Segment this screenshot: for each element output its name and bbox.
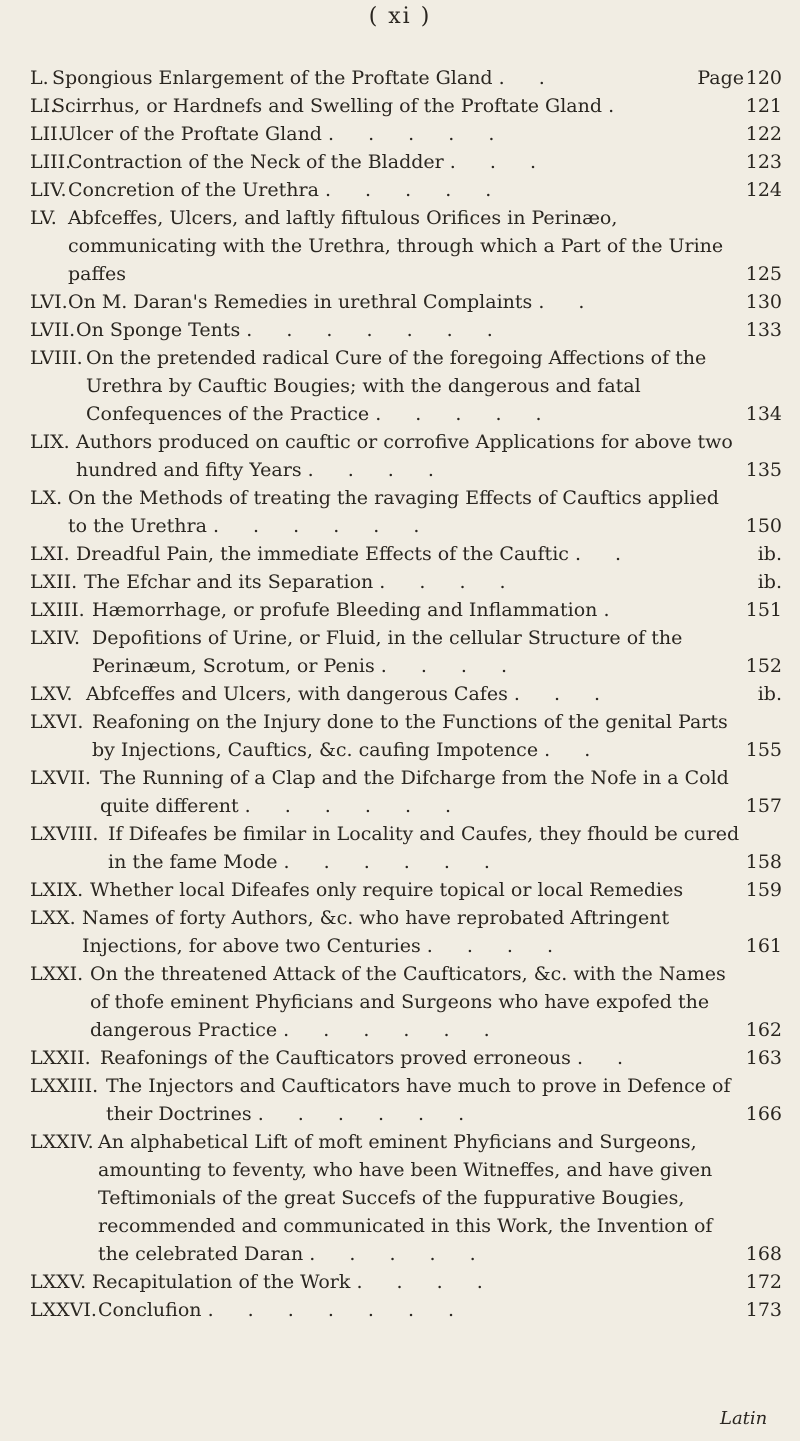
leader-dots: . .: [576, 1047, 638, 1069]
entry-number: LX.: [30, 487, 63, 509]
toc-entry: [30, 428, 782, 484]
toc-entry: [30, 120, 782, 148]
entry-title: On Sponge Tents: [76, 319, 241, 341]
leader-dots: . . . . . .: [212, 515, 434, 537]
toc-entry: [30, 764, 782, 820]
entry-page: 135: [745, 459, 782, 481]
leader-dots: . . . .: [380, 655, 522, 677]
leader-dots: . . . . . .: [257, 1103, 479, 1125]
toc-entry: [30, 960, 782, 1044]
entry-number: LXVIII.: [30, 823, 99, 845]
leader-dots: . . . .: [307, 459, 448, 481]
entry-page: 130: [745, 291, 782, 313]
entry-page: 125: [745, 263, 782, 285]
leader-dots: . . . .: [426, 935, 568, 957]
entry-title: Abfceffes, Ulcers, and laftly fiftulous Orifices in Perinæo, communicating with the Urethra, through which a Part of the Urine paffes: [68, 207, 724, 285]
toc-entry: [30, 876, 782, 904]
catchword: Latin: [720, 1408, 768, 1429]
leader-dots: . . . . . .: [283, 851, 504, 873]
entry-page: 152: [745, 655, 782, 677]
toc-entry: [30, 1296, 782, 1324]
entry-title: The Running of a Clap and the Difcharge from the Nofe in a Cold quite different: [100, 767, 729, 817]
entry-title: Names of forty Authors, &c. who have reprobated Aftringent Injections, for above two Centuries: [82, 907, 670, 957]
toc-entry: [30, 820, 782, 876]
toc-entry: [30, 484, 782, 540]
entry-title: On M. Daran's Remedies in urethral Complaints: [68, 291, 533, 313]
entry-page: 166: [745, 1103, 782, 1125]
leader-dots: . . . . .: [309, 1243, 490, 1265]
entry-number: LXXV.: [30, 1271, 87, 1293]
toc-entry: [30, 176, 782, 204]
leader-dots: . . .: [449, 151, 550, 173]
entry-page: 124: [745, 179, 782, 201]
entry-title: Authors produced on cauftic or corrofive Applications for above two hundred and fifty Years: [76, 431, 733, 481]
entry-page: 155: [745, 739, 782, 761]
page-column-label: Page: [697, 67, 744, 89]
entry-title: Contraction of the Neck of the Bladder: [68, 151, 444, 173]
entry-title: Whether local Difeafes only require topical or local Remedies: [90, 879, 684, 901]
entry-page: 158: [745, 851, 782, 873]
toc-entry: [30, 92, 782, 120]
entry-number: LV.: [30, 207, 57, 229]
entry-page: 162: [745, 1019, 782, 1041]
entry-page: 173: [745, 1299, 782, 1321]
entry-number: LXV.: [30, 683, 73, 705]
entry-title: Recapitulation of the Work: [92, 1271, 351, 1293]
entry-page: ib.: [757, 683, 782, 705]
leader-dots: . . . . .: [375, 403, 556, 425]
toc-entry: [30, 1128, 782, 1268]
entry-page: 168: [745, 1243, 782, 1265]
toc-entry: [30, 148, 782, 176]
toc-entry: [30, 568, 782, 596]
leader-dots: . .: [544, 739, 605, 761]
entry-page: 134: [745, 403, 782, 425]
entry-title: If Difeafes be fimilar in Locality and Caufes, they fhould be cured in the fame Mode: [108, 823, 740, 873]
entry-title: Ulcer of the Proftate Gland: [60, 123, 322, 145]
entry-number: LXXIII.: [30, 1075, 99, 1097]
entry-number: LXI.: [30, 543, 70, 565]
entry-title: On the threatened Attack of the Caufticators, &c. with the Names of thofe eminent Phyficians and Surgeons who have expofed the dangerous Practice: [90, 963, 726, 1041]
leader-dots: . . . .: [356, 1271, 497, 1293]
toc-entry: [30, 64, 782, 92]
entry-title: Scirrhus, or Hardnefs and Swelling of the Proftate Gland: [52, 95, 603, 117]
entry-page: 122: [745, 123, 782, 145]
entry-page: 159: [745, 879, 782, 901]
entry-page: 161: [745, 935, 782, 957]
entry-title: Spongious Enlargement of the Proftate Gland: [52, 67, 493, 89]
entry-number: LXII.: [30, 571, 78, 593]
toc-entry: [30, 624, 782, 680]
entry-page: 133: [745, 319, 782, 341]
entry-number: LXIV.: [30, 627, 81, 649]
toc-entry: [30, 904, 782, 960]
leader-dots: .: [603, 599, 624, 621]
toc-entry: [30, 540, 782, 568]
toc-entry: [30, 708, 782, 764]
leader-dots: . . .: [513, 683, 615, 705]
leader-dots: . . . . .: [328, 123, 509, 145]
entry-page: 120: [745, 67, 782, 89]
entry-number: LIX.: [30, 431, 70, 453]
entry-number: L.: [30, 67, 49, 89]
leader-dots: . .: [574, 543, 636, 565]
entry-number: LXXVI.: [30, 1299, 97, 1321]
entry-number: LXXI.: [30, 963, 84, 985]
entry-title: The Injectors and Caufticators have much to prove in Defence of their Doctrines: [106, 1075, 731, 1125]
entry-number: LVIII.: [30, 347, 83, 369]
toc-entry: [30, 288, 782, 316]
leader-dots: . . . . . . .: [246, 319, 507, 341]
leader-dots: . .: [498, 67, 559, 89]
entry-number: LXVI.: [30, 711, 84, 733]
entry-number: LVI.: [30, 291, 68, 313]
entry-title: Reafonings of the Caufticators proved erroneous: [100, 1047, 571, 1069]
entry-number: LI.: [30, 95, 57, 117]
entry-page: 157: [745, 795, 782, 817]
entry-title: An alphabetical Lift of moft eminent Phyficians and Surgeons, amounting to feventy, who have been Witneffes, and have given Teftimonials of the great Succefs of the fuppurative Bougies, recommended and communicated in this Work, the Invention of the celebrated Daran: [98, 1131, 713, 1265]
entry-number: LXX.: [30, 907, 76, 929]
entry-page: 121: [745, 95, 782, 117]
entry-title: Abfceffes and Ulcers, with dangerous Cafes: [86, 683, 508, 705]
entry-title: Reafoning on the Injury done to the Functions of the genital Parts by Injections, Cauftics, &c. caufing Impotence: [92, 711, 728, 761]
entry-number: LXIII.: [30, 599, 85, 621]
leader-dots: . . . .: [379, 571, 520, 593]
entry-page: 172: [745, 1271, 782, 1293]
toc-entry: [30, 204, 782, 288]
entry-number: LVII.: [30, 319, 76, 341]
entry-title: Depofitions of Urine, or Fluid, in the cellular Structure of the Perinæum, Scrotum, or Penis: [92, 627, 683, 677]
toc-entry: [30, 680, 782, 708]
entry-page: 123: [745, 151, 782, 173]
toc-entry: [30, 596, 782, 624]
toc-entry: [30, 1268, 782, 1296]
entry-page: 163: [745, 1047, 782, 1069]
toc-entry: [30, 1044, 782, 1072]
entry-number: LXIX.: [30, 879, 84, 901]
entry-number: LIII.: [30, 151, 72, 173]
page-folio: ( xi ): [368, 4, 432, 29]
entry-title: Dreadful Pain, the immediate Effects of the Cauftic: [76, 543, 569, 565]
toc-entry: [30, 344, 782, 428]
entry-number: LXVII.: [30, 767, 91, 789]
leader-dots: . . . . . . .: [207, 1299, 469, 1321]
entry-title: Conclufion: [98, 1299, 202, 1321]
toc-entry: [30, 316, 782, 344]
toc-entry: [30, 1072, 782, 1128]
entry-number: LIV.: [30, 179, 67, 201]
entry-title: On the pretended radical Cure of the foregoing Affections of the Urethra by Cauftic Bougies; with the dangerous and fatal Confequences of the Practice: [86, 347, 707, 425]
leader-dots: . . . . . .: [283, 1019, 504, 1041]
entry-number: LXXII.: [30, 1047, 91, 1069]
leader-dots: . .: [538, 291, 599, 313]
leader-dots: . . . . . .: [244, 795, 466, 817]
leader-dots: . . . . .: [324, 179, 506, 201]
table-of-contents: [30, 64, 782, 1324]
entry-title: The Efchar and its Separation: [84, 571, 374, 593]
entry-number: LXXIV.: [30, 1131, 94, 1153]
entry-page: ib.: [757, 571, 782, 593]
entry-title: On the Methods of treating the ravaging Effects of Cauftics applied to the Urethra: [68, 487, 719, 537]
entry-title: Hæmorrhage, or profufe Bleeding and Inflammation: [92, 599, 598, 621]
entry-title: Concretion of the Urethra: [68, 179, 319, 201]
entry-page: 151: [745, 599, 782, 621]
entry-page: ib.: [757, 543, 782, 565]
leader-dots: .: [608, 95, 629, 117]
entry-page: 150: [745, 515, 782, 537]
entry-number: LII.: [30, 123, 64, 145]
